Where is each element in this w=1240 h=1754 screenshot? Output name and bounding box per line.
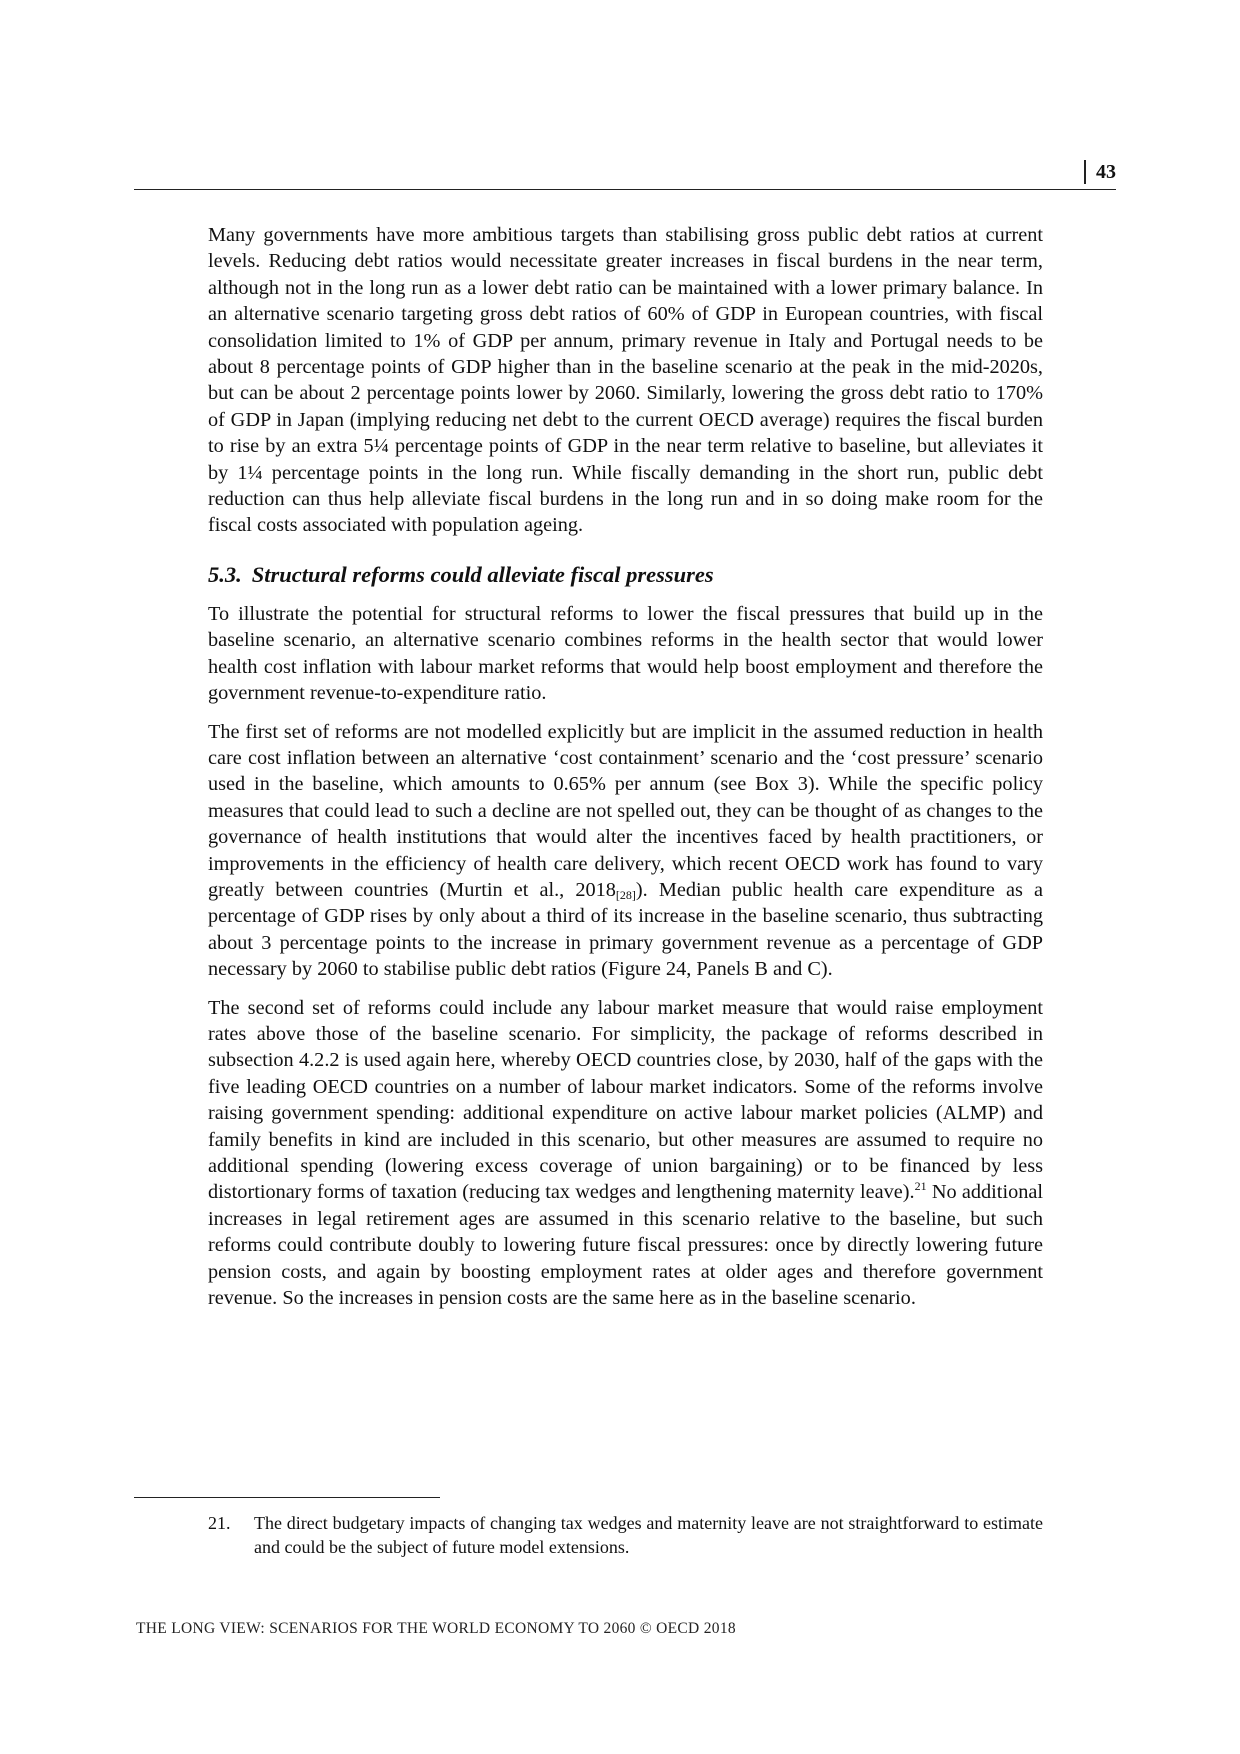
section-number: 5.3. (208, 561, 242, 587)
section-title: Structural reforms could alleviate fiscal pressures (251, 561, 714, 587)
body-content (208, 222, 1043, 1323)
paragraph-labour-reforms-text-1: The second set of reforms could include any labour market measure that would raise employment rates above those of the baseline scenario. For simplicity, the package of reforms described in subsection 4.2.2 is used again here, whereby OECD countries close, by 2030, half of the gaps with the five leading OECD countries on a number of labour market indicators. Some of the reforms involve raising government spending: additional expenditure on active labour market policies (ALMP) and family benefits in kind are included in this scenario, but other measures are assumed to require no additional spending (lowering excess coverage of union bargaining) or to be financed by less distortionary forms of taxation (reducing tax wedges and lengthening maternity leave). (208, 996, 1043, 1204)
page-footer: THE LONG VIEW: SCENARIOS FOR THE WORLD ECONOMY TO 2060 © OECD 2018 (136, 1620, 736, 1637)
page-header (1084, 160, 1116, 184)
citation-reference: [28] (615, 887, 636, 902)
paragraph-labour-reforms (208, 995, 1043, 1312)
footnote-rule (134, 1497, 440, 1498)
footnote (208, 1511, 1043, 1559)
paragraph-health-reforms-text-1: The first set of reforms are not modelled explicitly but are implicit in the assumed reduction in health care cost inflation between an alternative ‘cost containment’ scenario and the ‘cost pressure’ scenario used in the baseline, which amounts to 0.65% per annum (see Box 3). While the specific policy measures that could lead to such a decline are not spelled out, they can be thought of as changes to the governance of health institutions that would alter the incentives faced by health practitioners, or improvements in the efficiency of health care delivery, which recent OECD work has found to vary greatly between countries (Murtin et al., 2018 (208, 720, 1043, 901)
footnote-text: The direct budgetary impacts of changing tax wedges and maternity leave are not straightforward to estimate and could be the subject of future model extensions. (254, 1513, 1043, 1557)
footnote-marker[interactable]: 21 (914, 1179, 927, 1194)
header-rule (134, 189, 1116, 190)
paragraph-debt-targets: Many governments have more ambitious targets than stabilising gross public debt ratios at current levels. Reducing debt ratios would necessitate greater increases in fiscal burdens in the near term, although not in the long run as a lower debt ratio can be maintained with a lower primary balance. In an alternative scenario targeting gross debt ratios of 60% of GDP in European countries, with fiscal consolidation limited to 1% of GDP per annum, primary revenue in Italy and Portugal needs to be about 8 percentage points of GDP higher than in the baseline scenario at the peak in the mid-2020s, but can be about 2 percentage points lower by 2060. Similarly, lowering the gross debt ratio to 170% of GDP in Japan (implying reducing net debt to the current OECD average) requires the fiscal burden to rise by an extra 5¼ percentage points of GDP in the near term relative to baseline, but alleviates it by 1¼ percentage points in the long run. While fiscally demanding in the short run, public debt reduction can thus help alleviate fiscal burdens in the long run and in so doing make room for the fiscal costs associated with population ageing. (208, 224, 1043, 537)
page-number-divider (1084, 160, 1086, 184)
paragraph-health-reforms (208, 719, 1043, 983)
page-number: 43 (1096, 160, 1116, 183)
footnote-number: 21. (208, 1513, 231, 1533)
paragraph-structural-reforms-intro: To illustrate the potential for structural reforms to lower the fiscal pressures that build up in the baseline scenario, an alternative scenario combines reforms in the health sector that would lower health cost inflation with labour market reforms that would help boost employment and therefore the government revenue-to-expenditure ratio. (208, 602, 1043, 705)
paragraph-health-reforms-text-2: ). Median public health care expenditure as a percentage of GDP rises by only about a third of its increase in the baseline scenario, thus subtracting about 3 percentage points to the increase in primary government revenue as a percentage of GDP necessary by 2060 to stabilise public debt ratios (Figure 24, Panels B and C). (208, 878, 1043, 981)
section-heading (208, 561, 1043, 589)
paragraph-labour-reforms-text-2: No additional increases in legal retirement ages are assumed in this scenario relative to the baseline, but such reforms could contribute doubly to lowering future fiscal pressures: once by directly lowering future pension costs, and again by boosting employment rates at older ages and therefore government revenue. So the increases in pension costs are the same here as in the baseline scenario. (208, 1181, 1043, 1310)
